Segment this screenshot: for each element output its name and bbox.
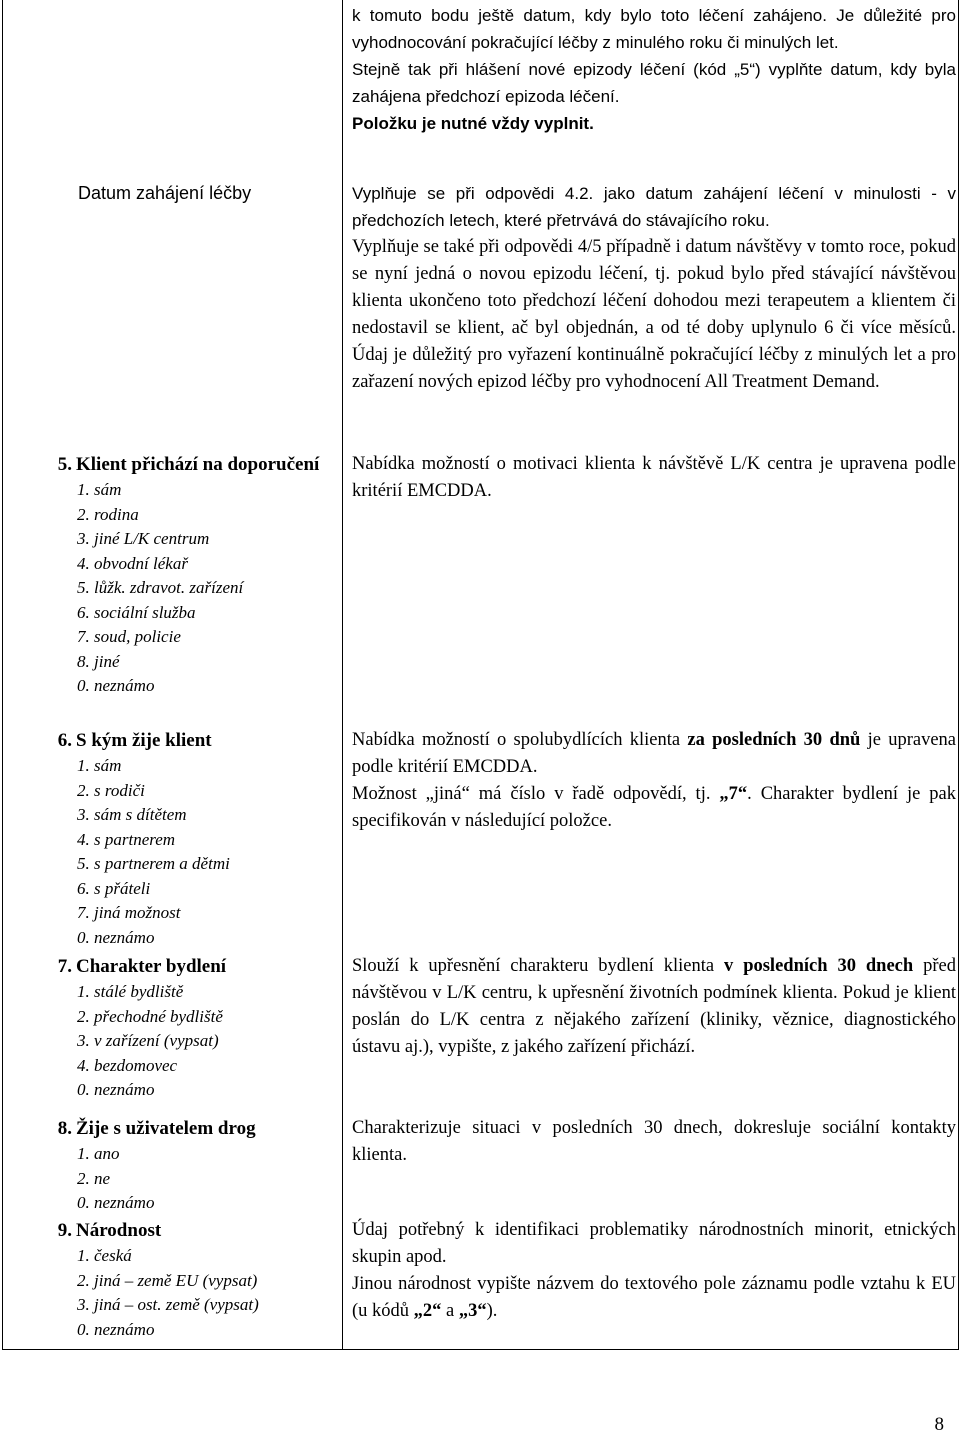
continuation-required-note: Položku je nutné vždy vyplnit. xyxy=(352,114,594,133)
q6-option: 6. s přáteli xyxy=(77,878,151,898)
q6-text2-post: . Charakter bydlení je pak specifikován v následující položce. xyxy=(352,784,956,831)
q8-title: Žije s uživatelem drog xyxy=(76,1118,256,1139)
q8-description: Charakterizuje situaci v posledních 30 dnech, dokresluje sociální kontakty klienta. xyxy=(352,1118,956,1165)
q7-text-bold: v posledních 30 dnech xyxy=(724,956,914,976)
q5-option: 4. obvodní lékař xyxy=(77,553,188,573)
q7-title: Charakter bydlení xyxy=(76,956,227,977)
q5-option: 3. jiné L/K centrum xyxy=(77,529,210,548)
q9-heading xyxy=(50,1218,338,1244)
q9-text2-mid: a xyxy=(441,1301,459,1321)
table-left-border xyxy=(2,0,3,1350)
q8-block xyxy=(50,1116,338,1216)
q6-text-bold: za posledních 30 dnů xyxy=(687,730,861,750)
q7-text-pre: Slouží k upřesnění charakteru bydlení klienta xyxy=(352,956,724,976)
q9-text2-bold2: „3“ xyxy=(458,1301,487,1321)
continuation-text xyxy=(352,2,956,137)
q6-option: 5. s partnerem a dětmi xyxy=(77,854,230,873)
q9-option: 1. česká xyxy=(77,1246,132,1265)
datum-text-a: Vyplňuje se při odpovědi 4.2. jako datum zahájení léčení v minulosti - v předchozích letech, které přetrvává do stávajícího roku. xyxy=(352,184,956,230)
q6-options xyxy=(50,754,338,950)
q5-title: Klient přichází na doporučení xyxy=(76,454,320,475)
q7-option: 1. stálé bydliště xyxy=(77,982,184,1001)
q9-option: 2. jiná – země EU (vypsat) xyxy=(77,1270,258,1290)
q5-option: 0. neznámo xyxy=(77,676,155,695)
continuation-paragraph-2: Stejně tak při hlášení nové epizody léčení (kód „5“) vyplňte datum, kdy byla zahájena předchozí epizoda léčení. xyxy=(352,60,956,106)
q6-description xyxy=(352,727,956,835)
q6-text-2 xyxy=(352,781,956,835)
page-number: 8 xyxy=(934,1414,944,1435)
q5-description: Nabídka možností o motivaci klienta k návštěvě L/K centra je upravena podle kritérií EMCDDA. xyxy=(352,454,956,501)
q5-option: 1. sám xyxy=(77,480,122,499)
q9-text2-bold1: „2“ xyxy=(413,1301,442,1321)
q5-heading xyxy=(50,452,338,478)
q9-text2-pre: Jinou národnost vypište názvem do textového pole záznamu podle vztahu k EU (u kódů xyxy=(352,1274,956,1321)
q8-option: 0. neznámo xyxy=(77,1193,155,1212)
q9-option: 3. jiná – ost. země (vypsat) xyxy=(77,1295,259,1314)
q7-options xyxy=(50,980,338,1103)
q8-heading xyxy=(50,1116,338,1142)
q7-heading xyxy=(50,954,338,980)
q6-option: 3. sám s dítětem xyxy=(77,805,187,824)
q9-title: Národnost xyxy=(76,1220,162,1241)
q6-text xyxy=(352,727,956,781)
q6-option: 1. sám xyxy=(77,756,122,775)
q9-block xyxy=(50,1218,338,1342)
datum-label: Datum zahájení léčby xyxy=(78,183,252,203)
q5-option: 8. jiné xyxy=(77,651,120,671)
q6-option: 0. neznámo xyxy=(77,927,155,947)
continuation-paragraph-1: k tomuto bodu ještě datum, kdy bylo toto léčení zahájeno. Je důležité pro vyhodnocování pokračující léčby z minulého roku či minulých let. xyxy=(352,6,956,52)
q6-block xyxy=(50,728,338,950)
q5-option: 6. sociální služba xyxy=(77,602,196,622)
q6-option: 2. s rodiči xyxy=(77,780,145,800)
q5-option: 5. lůžk. zdravot. zařízení xyxy=(77,578,244,597)
q7-option: 2. přechodné bydliště xyxy=(77,1006,223,1026)
q7-option: 0. neznámo xyxy=(77,1080,155,1099)
q7-option: 4. bezdomovec xyxy=(77,1055,178,1075)
q5-option: 7. soud, policie xyxy=(77,627,181,646)
q9-text-2 xyxy=(352,1271,956,1325)
table-column-divider xyxy=(342,0,343,1350)
q8-options xyxy=(50,1142,338,1216)
q6-text2-bold: „7“ xyxy=(719,784,748,804)
q9-number: 9. xyxy=(57,1220,72,1241)
q6-option: 7. jiná možnost xyxy=(77,903,181,922)
q8-option: 2. ne xyxy=(77,1168,111,1188)
q5-option: 2. rodina xyxy=(77,504,139,524)
q9-text: Údaj potřebný k identifikaci problematiky národnostních minorit, etnických skupin apod. xyxy=(352,1220,956,1267)
q6-text-pre: Nabídka možností o spolubydlících klienta xyxy=(352,730,688,750)
q9-options xyxy=(50,1244,338,1342)
q7-option: 3. v zařízení (vypsat) xyxy=(77,1031,219,1050)
q6-text2-pre: Možnost „jiná“ má číslo v řadě odpovědí, tj. xyxy=(352,784,720,804)
q9-option: 0. neznámo xyxy=(77,1319,155,1339)
q8-number: 8. xyxy=(57,1118,72,1139)
q5-block xyxy=(50,452,338,699)
q7-text xyxy=(352,953,956,1061)
datum-description xyxy=(352,180,956,396)
q7-number: 7. xyxy=(57,956,72,977)
q6-text-post: je upravena podle kritérií EMCDDA. xyxy=(352,730,956,777)
q9-description xyxy=(352,1217,956,1325)
table-bottom-border xyxy=(2,1349,959,1350)
datum-text-b: Vyplňuje se také při odpovědi 4/5 případně i datum návštěvy v tomto roce, pokud se nyní jedná o novou epizodu léčení, tj. pokud bylo před stávající návštěvou klienta ukončeno toto předchozí léčení dohodou mezi terapeutem a klientem či nedostavil se klient, ač byl objednán, a od té doby uplynulo 6 či více měsíců. Údaj je důležitý pro vyřazení kontinuálně pokračující léčby z minulých let a pro zařazení nových epizod léčby pro vyhodnocení All Treatment Demand. xyxy=(352,237,956,392)
q6-number: 6. xyxy=(57,730,72,751)
q6-option: 4. s partnerem xyxy=(77,829,176,849)
q7-text-post: před návštěvou v L/K centru, k upřesnění životních podmínek klienta. Pokud je klient poslán do L/K centra z nějakého zařízení (kliniky, věznice, diagnostického ústavu aj.), vypište, z jakého zařízení přichází. xyxy=(352,956,957,1057)
q7-description xyxy=(352,953,956,1061)
q5-number: 5. xyxy=(57,454,72,475)
q6-title: S kým žije klient xyxy=(76,730,212,751)
q5-options xyxy=(50,478,338,699)
table-right-border xyxy=(958,0,959,1350)
q8-option: 1. ano xyxy=(77,1144,120,1163)
q7-block xyxy=(50,954,338,1103)
q9-text2-post: ). xyxy=(486,1301,498,1321)
q6-heading xyxy=(50,728,338,754)
